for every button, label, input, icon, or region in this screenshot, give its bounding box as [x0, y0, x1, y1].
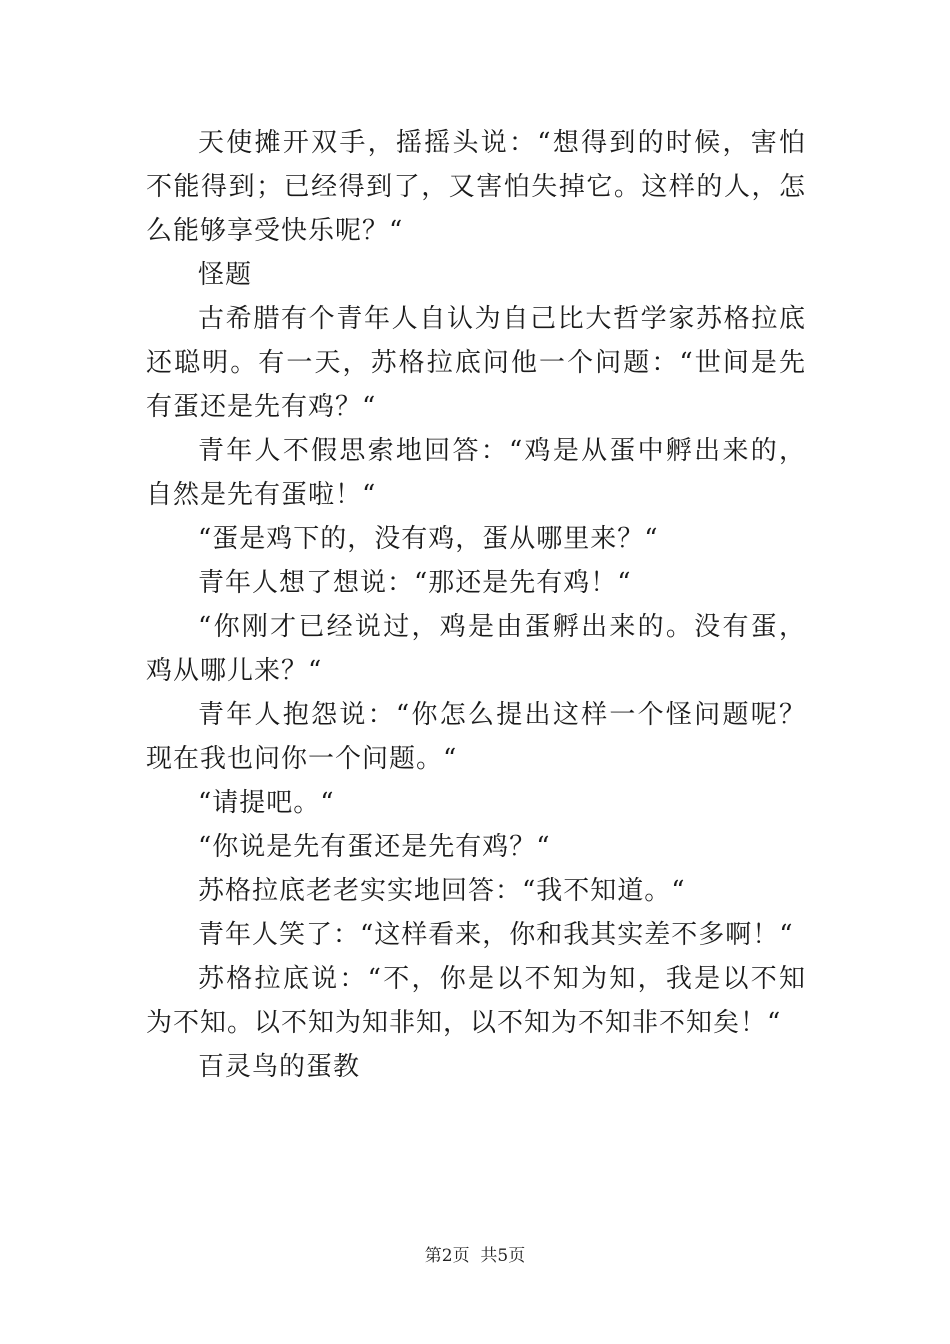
paragraph: 青年人抱怨说：“你怎么提出这样一个怪问题呢？现在我也问你一个问题。“ — [146, 700, 806, 774]
paragraph: 天使摊开双手，摇摇头说：“想得到的时候，害怕不能得到；已经得到了，又害怕失掉它。这样的人，怎么能够享受快乐呢？“ — [146, 128, 806, 246]
paragraph: 青年人笑了：“这样看来，你和我其实差不多啊！“ — [198, 920, 794, 950]
page-footer — [0, 1244, 950, 1268]
paragraph: “蛋是鸡下的，没有鸡，蛋从哪里来？“ — [198, 524, 659, 554]
section-heading: 怪题 — [198, 260, 253, 290]
document-body — [146, 121, 806, 1089]
paragraph: 青年人想了想说：“那还是先有鸡！“ — [198, 568, 632, 598]
paragraph: “请提吧。“ — [198, 788, 335, 818]
page-total: 共5页 — [480, 1246, 526, 1266]
paragraph: “你说是先有蛋还是先有鸡？“ — [198, 832, 551, 862]
page-number: 第2页 — [424, 1246, 470, 1266]
paragraph: “你刚才已经说过，鸡是由蛋孵出来的。没有蛋，鸡从哪儿来？“ — [146, 612, 806, 686]
footer-spacer — [470, 1246, 481, 1266]
section-heading: 百灵鸟的蛋教 — [198, 1052, 361, 1082]
paragraph: 苏格拉底说：“不，你是以不知为知，我是以不知为不知。以不知为知非知，以不知为不知非不知矣！“ — [146, 964, 806, 1038]
paragraph: 青年人不假思索地回答：“鸡是从蛋中孵出来的，自然是先有蛋啦！“ — [146, 436, 806, 510]
paragraph: 苏格拉底老老实实地回答：“我不知道。“ — [198, 876, 686, 906]
paragraph: 古希腊有个青年人自认为自己比大哲学家苏格拉底还聪明。有一天，苏格拉底问他一个问题：“世间是先有蛋还是先有鸡？“ — [146, 304, 806, 422]
